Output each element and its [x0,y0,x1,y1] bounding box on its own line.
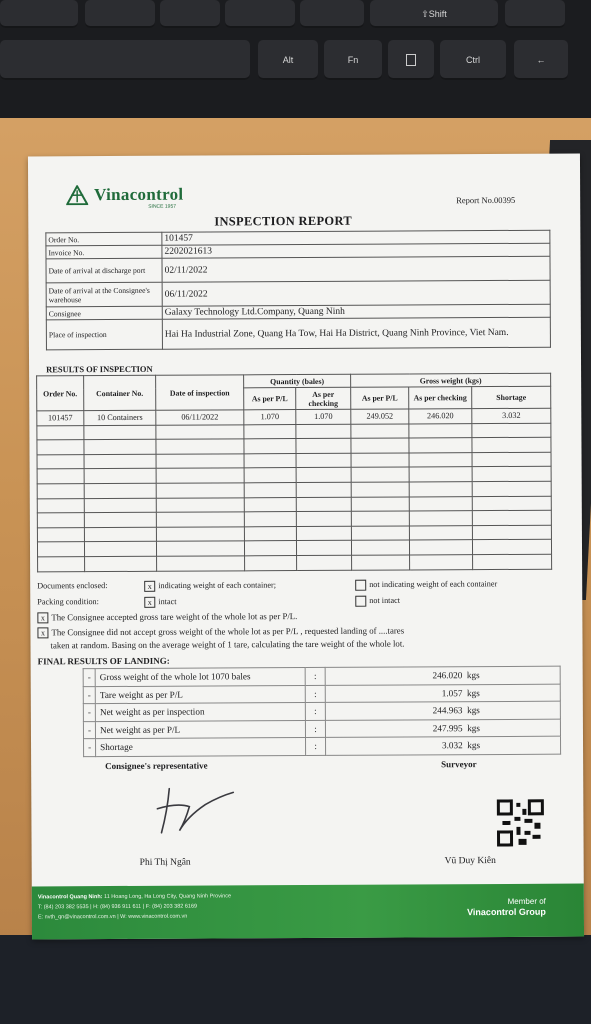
final-label: Gross weight of the whole lot 1070 bales [95,668,305,687]
info-label: Place of inspection [46,319,162,350]
bullet: - [84,739,96,757]
col-date-of-inspection: Date of inspection [156,375,244,410]
documents-option-2-label: not indicating weight of each container [369,579,498,590]
final-value [325,719,560,738]
packing-option-2-label: not intact [369,595,401,606]
col-gross-as-per-pl: As per P/L [351,387,409,409]
info-row [46,280,550,307]
empty-row [38,554,552,571]
footer-company: Vinacontrol Quang Ninh: [37,894,103,901]
checkbox-checked: x [144,581,155,592]
cell-shortage: 3.032 [472,408,551,423]
documents-enclosed-label: Documents enclosed: [37,581,108,591]
consignee-representative-label: Consignee's representative [105,760,208,772]
note-not-accepted-text: The Consignee did not accept gross weight of the whole lot as per P/L , requested landing of ....tares [51,625,405,638]
info-value: 02/11/2022 [162,256,550,282]
brand-since: SINCE 1957 [148,203,177,210]
member-line1: Member of [507,896,546,906]
consignee-rep-name: Phi Thị Ngân [139,857,191,868]
cell-qty-pl: 1.070 [244,410,296,425]
colon: : [305,685,325,703]
info-label: Consignee [46,306,162,320]
menu-icon [406,54,416,66]
note-accepted [37,611,297,624]
packing-option-1 [144,597,176,608]
brand-name: Vinacontrol [94,184,184,205]
final-unit: kgs [467,705,480,716]
checkbox-empty [355,596,366,607]
results-table [36,373,552,572]
results-section-title: RESULTS OF INSPECTION [46,363,153,375]
footer-band [32,884,584,940]
fn-key: Fn [324,40,382,80]
vinacontrol-logo [66,185,183,206]
footer-address [38,893,231,900]
checkbox-checked: x [144,597,155,608]
cell-order-no: 101457 [37,411,84,426]
report-number: Report No.00395 [456,194,516,206]
checkbox-checked: x [37,628,48,639]
bullet: - [83,669,95,687]
final-number: 246.020 [432,670,463,681]
info-value: 101457 [162,230,550,245]
documents-option-1-label: indicating weight of each container; [158,580,276,591]
info-label: Date of arrival at discharge port [46,258,162,283]
key [85,0,155,28]
footer-address-text: 11 Hoang Long, Ha Long City, Quang Ninh Province [102,893,232,901]
cell-qty-checking: 1.070 [296,409,351,424]
col-order-no: Order No. [37,376,84,411]
col-shortage: Shortage [472,386,551,408]
final-label: Tare weight as per P/L [95,685,305,704]
desk-mat [0,935,591,1024]
arrow-left-key: ← [514,40,568,80]
colon: : [305,702,325,720]
inspection-report-paper [28,154,584,940]
key [160,0,220,28]
footer-email: E: nvth_qn@vinacontrol.com.vn | W: www.vinacontrol.com.vn [37,913,188,921]
key [225,0,295,28]
info-value: 2202021613 [162,243,550,258]
bullet: - [83,704,95,722]
final-unit: kgs [467,740,481,751]
document-title: INSPECTION REPORT [214,213,353,229]
colon: : [306,737,326,755]
info-row [46,317,550,350]
key [505,0,565,28]
final-number: 247.995 [432,722,463,734]
key [300,0,364,28]
surveyor-name: Vũ Duy Kiên [444,856,496,867]
documents-option-1 [144,580,276,592]
col-gross-weight: Gross weight (kgs) [351,373,551,387]
cell-gross-checking: 246.020 [409,409,472,424]
checkbox-empty [355,580,366,591]
final-unit: kgs [466,687,480,698]
bullet: - [83,721,95,739]
col-qty-as-per-checking: As per checking [296,387,351,409]
info-label: Order No. [46,232,162,246]
col-container-no: Container No. [84,375,156,410]
final-value [325,666,560,685]
final-number: 244.963 [432,705,463,716]
final-value [325,701,560,720]
colon: : [305,720,325,738]
surveyor-label: Surveyor [441,759,477,770]
menu-key [388,40,434,80]
packing-condition-label: Packing condition: [37,597,99,607]
final-label: Net weight as per P/L [95,720,305,739]
ctrl-key: Ctrl [440,40,506,80]
final-results-title: FINAL RESULTS OF LANDING: [37,655,170,667]
footer-phones: T: (84) 203 382 5535 | H: (84) 936 911 611 | F: (84) 203 382 6169 [37,903,198,911]
note-accepted-text: The Consignee accepted gross tare weight of the whole lot as per P/L. [51,611,298,623]
documents-option-2 [355,579,497,591]
checkbox-checked: x [37,613,48,624]
info-label: Date of arrival at the Consignee's warehouse [46,282,162,307]
final-label: Shortage [96,738,306,757]
qr-code-icon [496,799,544,847]
note-not-accepted-line2: taken at random. Basing on the average weight of 1 tare, calculating the tare weight of the whole lot. [50,638,405,651]
col-gross-as-per-checking: As per checking [409,387,472,409]
final-number: 1.057 [441,687,463,699]
info-value: 06/11/2022 [162,280,550,306]
col-quantity: Quantity (bales) [244,374,351,388]
col-qty-as-per-pl: As per P/L [244,388,296,410]
final-unit: kgs [466,670,480,681]
member-of-group [467,896,546,918]
info-value: Hai Ha Industrial Zone, Quang Ha Tow, Hai Ha District, Quang Ninh Province, Viet Nam. [162,317,550,349]
final-value [325,684,560,703]
info-value: Galaxy Technology Ltd.Company, Quang Ninh [162,304,550,319]
bullet: - [83,686,95,704]
member-line2: Vinacontrol Group [467,906,546,918]
table-row [84,736,561,756]
alt-key: Alt [258,40,318,80]
final-unit: kgs [467,722,480,733]
info-label: Invoice No. [46,245,162,259]
order-info-table [45,230,551,351]
keyboard [0,0,591,125]
cell-gross-pl: 249.052 [351,409,409,424]
shift-key: ⇧Shift [370,0,498,28]
cell-container-no: 10 Containers [84,410,156,425]
key-row [0,40,250,80]
info-row [46,256,550,283]
final-value [326,736,561,755]
packing-option-1-label: intact [158,597,177,607]
cell-date: 06/11/2022 [156,410,244,425]
packing-option-2 [355,596,400,607]
signature [149,780,239,840]
final-label: Net weight as per inspection [95,703,305,722]
final-results-table [83,666,561,757]
key [0,0,78,28]
colon: : [305,667,325,685]
final-number: 3.032 [441,740,463,751]
scale-icon [66,185,88,205]
note-not-accepted [37,625,404,638]
